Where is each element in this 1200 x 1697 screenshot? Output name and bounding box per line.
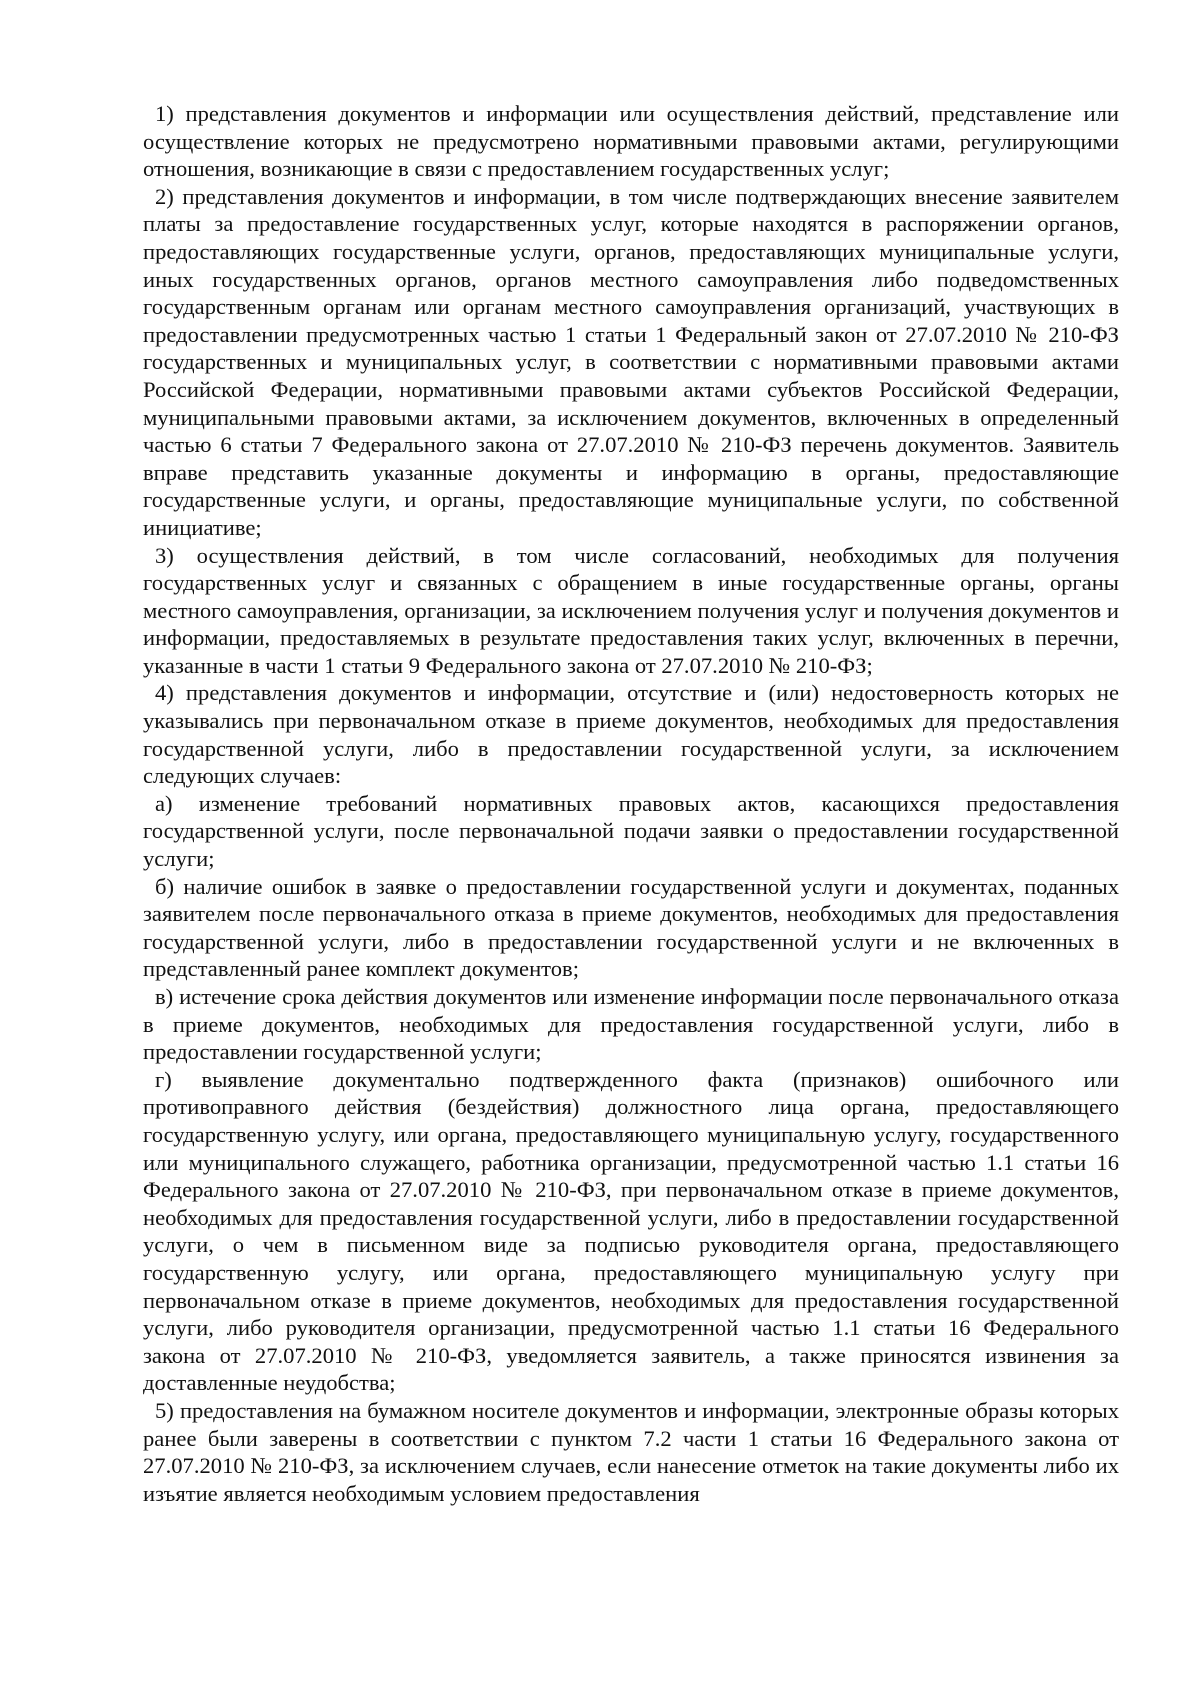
paragraph-item-2: 2) представления документов и информации, в том числе подтверждающих внесение заявителем платы за предоставление государственных услуг, которые находятся в распоряжении органов, предоставляющих государственные услуги, органов, предоставляющих муниципальные услуги, иных государственных органов, органов местного самоуправления либо подведомственных государственным органам или органам местного самоуправления организаций, участвующих в предоставлении предусмотренных частью 1 статьи 1 Федеральный закон от 27.07.2010 № 210-ФЗ государственных и муниципальных услуг, в соответствии с нормативными правовыми актами Российской Федерации, нормативными правовыми актами субъектов Российской Федерации, муниципальными правовыми актами, за исключением документов, включенных в определенный частью 6 статьи 7 Федерального закона от 27.07.2010 № 210-ФЗ перечень документов. Заявитель вправе представить указанные документы и информацию в органы, предоставляющие государственные услуги, и органы, предоставляющие муниципальные услуги, по собственной инициативе; (143, 183, 1119, 540)
paragraph-item-1: 1) представления документов и информации или осуществления действий, представление или осуществление которых не предусмотрено нормативными правовыми актами, регулирующими отношения, возникающие в связи с предоставлением государственных услуг; (143, 101, 1119, 182)
paragraph-subitem-a: а) изменение требований нормативных правовых актов, касающихся предоставления государственной услуги, после первоначальной подачи заявки о предоставлении государственной услуги; (143, 790, 1119, 872)
paragraph-item-4: 4) представления документов и информации, отсутствие и (или) недостоверность которых не указывались при первоначальном отказе в приеме документов, необходимых для предоставления государственной услуги, либо в предоставлении государственной услуги, за исключением следующих случаев: (143, 680, 1119, 789)
paragraph-subitem-g: г) выявление документально подтвержденного факта (признаков) ошибочного или противоправного действия (бездействия) должностного лица органа, предоставляющего государственную услугу, или органа, предоставляющего муниципальную услугу, государственного или муниципального служащего, работника организации, предусмотренной частью 1.1 статьи 16 Федерального закона от 27.07.2010 № 210-ФЗ, при первоначальном отказе в приеме документов, необходимых для предоставления государственной услуги, либо в предоставлении государственной услуги, о чем в письменном виде за подписью руководителя органа, предоставляющего государственную услугу, или органа, предоставляющего муниципальную услугу при первоначальном отказе в приеме документов, необходимых для предоставления государственной услуги, либо руководителя организации, предусмотренной частью 1.1 статьи 16 Федерального закона от 27.07.2010 № 210-ФЗ, уведомляется заявитель, а также приносятся извинения за доставленные неудобства; (143, 1066, 1119, 1396)
paragraph-item-3: 3) осуществления действий, в том числе согласований, необходимых для получения государственных услуг и связанных с обращением в иные государственные органы, органы местного самоуправления, организации, за исключением получения услуг и получения документов и информации, предоставляемых в результате предоставления таких услуг, включенных в перечни, указанные в части 1 статьи 9 Федерального закона от 27.07.2010 № 210-ФЗ; (143, 542, 1119, 678)
paragraph-item-5: 5) предоставления на бумажном носителе документов и информации, электронные образы которых ранее были заверены в соответствии с пунктом 7.2 части 1 статьи 16 Федерального закона от 27.07.2010 № 210-ФЗ, за исключением случаев, если нанесение отметок на такие документы либо их изъятие является необходимым условием предоставления (143, 1397, 1119, 1506)
document-body (143, 100, 1119, 1507)
paragraph-subitem-v: в) истечение срока действия документов или изменение информации после первоначального отказа в приеме документов, необходимых для предоставления государственной услуги, либо в предоставлении государственной услуги; (143, 984, 1119, 1065)
paragraph-subitem-b: б) наличие ошибок в заявке о предоставлении государственной услуги и документах, поданных заявителем после первоначального отказа в приеме документов, необходимых для предоставления государственной услуги, либо в предоставлении государственной услуги и не включенных в представленный ранее комплект документов; (143, 873, 1119, 982)
